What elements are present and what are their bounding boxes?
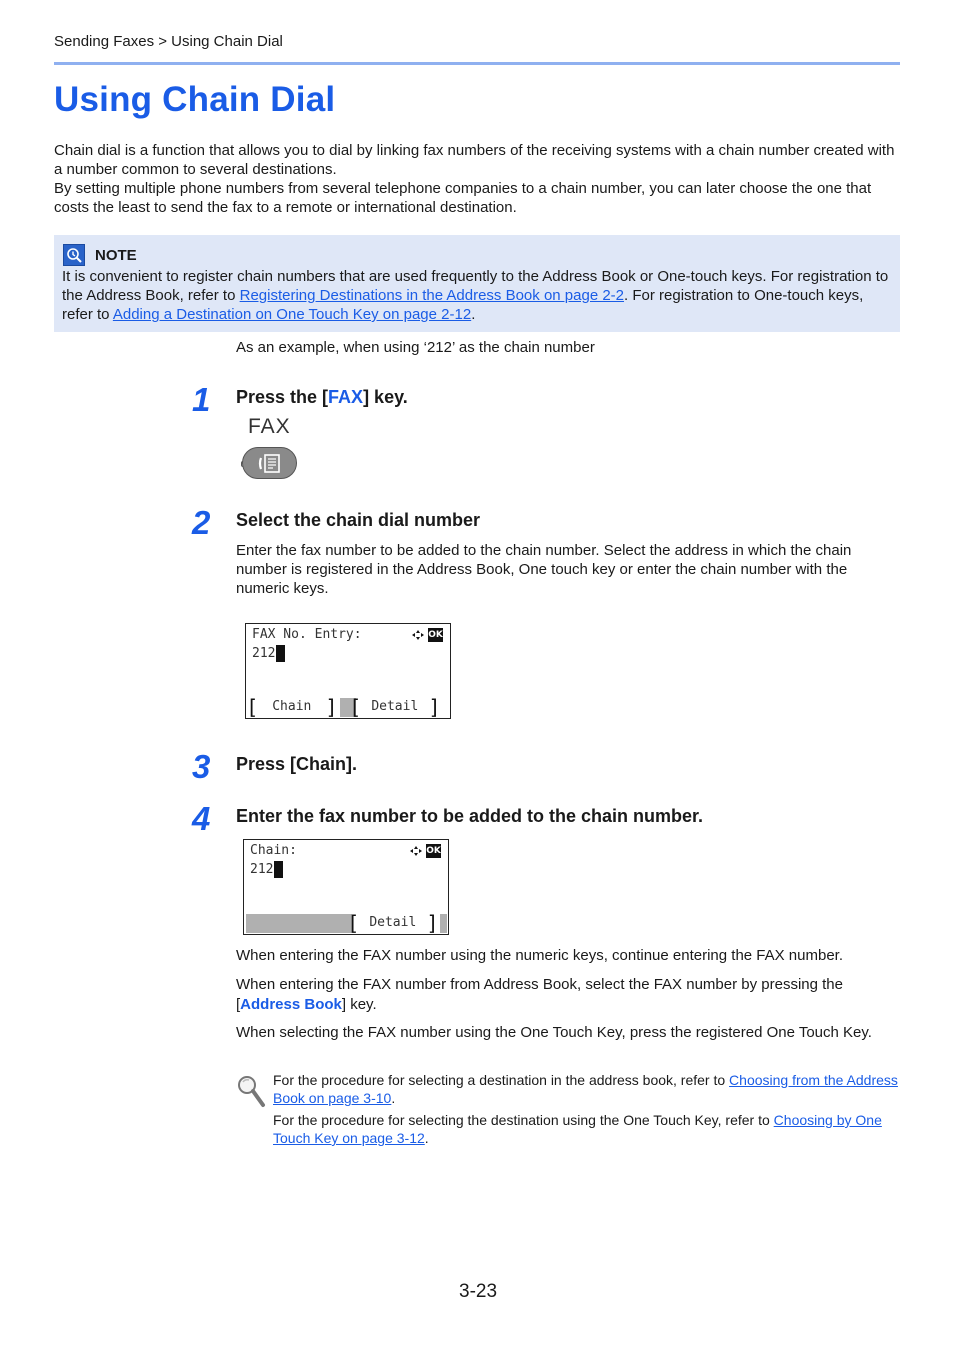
step-title: Press [Chain]. <box>236 754 358 774</box>
note-label: NOTE <box>95 246 137 264</box>
hint-text-part: For the procedure for selecting a destination in the address book, refer to <box>273 1072 730 1088</box>
hint-text-part: . <box>391 1090 396 1106</box>
note-icon <box>63 244 85 266</box>
step-paragraph-text: ] key. <box>341 996 377 1013</box>
hint-text-part: For the procedure for selecting the destination using the One Touch Key, refer to <box>273 1112 774 1128</box>
lcd-line-2 <box>252 645 285 662</box>
note-text-part: . For registration to One-touch keys, refer to <box>62 287 864 323</box>
step-paragraph: When entering the FAX number using the numeric keys, continue entering the FAX number. <box>236 947 844 964</box>
arrow-keys-icon <box>409 845 423 857</box>
note-text-part: . <box>471 306 476 323</box>
step-number: 4 <box>192 800 211 837</box>
step-title <box>236 387 408 408</box>
intro <box>54 141 904 217</box>
step-number: 1 <box>192 381 211 418</box>
step-number: 3 <box>192 748 211 785</box>
softkey-chain-label: Chain <box>272 699 312 714</box>
step-title-text: ] key. <box>363 387 408 407</box>
hint-text <box>273 1071 903 1107</box>
header-rule <box>54 62 900 65</box>
step-paragraph: When selecting the FAX number using the One Touch Key, press the registered One Touch Key. <box>236 1024 872 1041</box>
softkey-edge <box>440 914 447 933</box>
lcd-entry-value: 212 <box>250 862 274 877</box>
arrow-keys-icon <box>411 629 425 641</box>
note-box <box>54 235 900 332</box>
softkey-detail[interactable]: [ Detail ] <box>352 694 438 719</box>
link-choosing-address-book[interactable]: Choosing from the Address Book on page 3-10 <box>273 1072 898 1106</box>
step-body: Enter the fax number to be added to the chain number. Select the address in which the chain number is registered in the Address Book, One touch key or enter the chain number with the numeric keys. <box>236 542 852 597</box>
lcd-screen-fax-entry <box>245 623 451 719</box>
link-registering-destinations[interactable]: Registering Destinations in the Address Book on page 2-2 <box>239 287 625 304</box>
intro-paragraph: Chain dial is a function that allows you to dial by linking fax numbers of the receiving systems with a chain number created with a number common to several destinations. <box>54 142 895 178</box>
step-paragraph <box>236 975 900 1015</box>
ok-icon: OK <box>426 846 441 856</box>
softkey-detail-label: Detail <box>369 915 417 930</box>
breadcrumb: Sending Faxes > Using Chain Dial <box>54 33 283 50</box>
fax-key-button[interactable] <box>242 447 297 479</box>
lcd-entry-value: 212 <box>252 646 276 661</box>
note-header <box>63 244 137 266</box>
softkey-empty <box>246 914 352 933</box>
page-title: Using Chain Dial <box>54 80 336 119</box>
note-text <box>62 267 892 324</box>
link-choosing-one-touch[interactable]: Choosing by One Touch Key on page 3-12 <box>273 1112 882 1146</box>
lcd-line-1: Chain: <box>250 843 297 858</box>
page-number: 3-23 <box>459 1281 498 1302</box>
lcd-line-2 <box>250 861 283 878</box>
fax-key-label: FAX <box>248 415 291 438</box>
fax-key-name: FAX <box>328 387 364 407</box>
hint-text-part: . <box>424 1130 429 1146</box>
address-book-key-name: Address Book <box>240 996 342 1013</box>
step-paragraph-text: When entering the FAX number from Address Book, select the FAX number by pressing the [ <box>236 976 843 1013</box>
hint-text <box>273 1111 903 1147</box>
lcd-cursor <box>274 861 283 878</box>
step-number: 2 <box>192 504 211 541</box>
lcd-cursor <box>276 645 285 662</box>
example-text: As an example, when using ‘212’ as the chain number <box>236 339 595 356</box>
lcd-line-1: FAX No. Entry: <box>252 627 362 642</box>
softkey-chain[interactable]: [ Chain ] <box>249 694 335 719</box>
lcd-status-icons <box>411 628 443 642</box>
note-text-part: It is convenient to register chain numbers that are used frequently to the Address Book or One-touch keys. For registration to the Address Book, refer to <box>62 268 889 304</box>
step-title: Enter the fax number to be added to the chain number. <box>236 806 704 826</box>
magnifier-icon <box>236 1074 266 1113</box>
softkey-detail[interactable]: [ Detail ] <box>350 910 436 935</box>
lcd-status-icons <box>409 844 441 858</box>
link-adding-one-touch[interactable]: Adding a Destination on One Touch Key on page 2-12 <box>112 306 472 323</box>
softkey-detail-label: Detail <box>371 699 419 714</box>
lcd-screen-chain <box>243 839 449 935</box>
step-title: Select the chain dial number <box>236 510 481 530</box>
fax-icon <box>257 452 283 474</box>
step-title-text: Press the [ <box>236 387 329 407</box>
ok-icon: OK <box>428 630 443 640</box>
intro-paragraph: By setting multiple phone numbers from several telephone companies to a chain number, you can later choose the one that costs the least to send the fax to a remote or international destination. <box>54 180 872 216</box>
